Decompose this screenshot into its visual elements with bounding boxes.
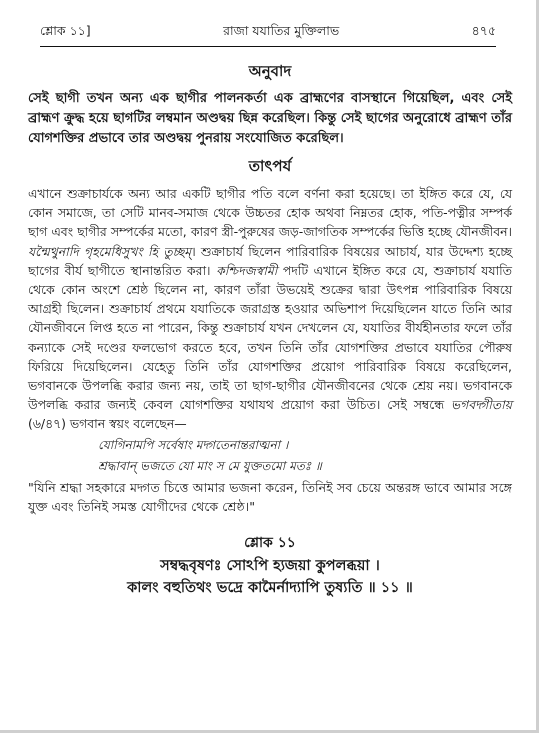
running-header [40, 20, 496, 46]
purport-text-4: (৬/৪৭) ভগবান স্বয়ং বলেছেন— [28, 416, 187, 432]
purport-quote-2: কশ্চিদজস্বামী [216, 262, 278, 278]
purport-quote-1: যন্মৈথুনাদি গৃহমেধিসুখং হি তুচ্ছম্ [28, 243, 192, 259]
translation-text: সেই ছাগী তখন অন্য এক ছাগীর পালনকর্তা এক ব্রাহ্মণের বাসস্থানে গিয়েছিল, এবং সেই ব্রাহ্মণ ক্রুদ্ধ হয়ে ছাগটির লম্বমান অণ্ডদ্বয় ছিন্ন করেছিল। কিন্তু সেই ছাগের অনুরোধে ব্রাহ্মণ তাঁর যোগশক্তির প্রভাবে তার অণ্ডদ্বয় পুনরায় সংযোজিত করেছিল। [28, 91, 512, 146]
sloka-line-2: কালং বহুতিথং ভদ্রে কামৈর্নাদ্যাপি তুষ্যতি ॥ ১১ ॥ [127, 579, 413, 596]
purport-text-2: । শুক্রাচার্য ছিলেন পারিবারিক বিষয়ের আচার্য, যার উদ্দেশ্য হচ্ছে ছাগের বীর্য ছাগীতে স্থানান্তরিত করা। [28, 243, 512, 278]
gita-translation: "যিনি শ্রদ্ধা সহকারে মদ্গত চিত্তে আমার ভজনা করেন, তিনিই সব চেয়ে অন্তরঙ্গ ভাবে আমার সঙ্গে যুক্ত এবং তিনিই সমস্ত যোগীদের থেকে শ্রেষ্ঠ।" [28, 479, 512, 515]
header-title: রাজা যযাতির মুক্তিলাভ [223, 23, 340, 38]
page-body [28, 60, 512, 599]
header-chapter-ref: শ্লোক ১১] [40, 23, 91, 38]
purport-text-3: পদটি এখানে ইঙ্গিত করে যে, শুক্রাচার্য যযাতি থেকে কোন অংশে শ্রেষ্ঠ ছিলেন না, কারণ তাঁরা উভয়েই শুক্রের দ্বারা উৎপন্ন পারিবারিক বিষয়ে আগ্রহী ছিলেন। শুক্রাচার্য প্রথমে যযাতিকে জরাগ্রস্ত হওয়ার অভিশাপ দিয়েছিলেন যাতে তিনি আর যৌনজীবনে লিপ্ত হতে না পারেন, কিন্তু শুক্রাচার্য যখন দেখলেন যে, যযাতির বীর্যহীনতার ফলে তাঁর কন্যাকে সেই দণ্ডের ফলভোগ করতে হবে, তখন তিনি তাঁর যোগশক্তির প্রভাবে যযাতির পৌরুষ ফিরিয়ে দিয়েছিলেন। যেহেতু তিনি তাঁর যোগশক্তির প্রয়োগ পারিবারিক বিষয়ে করেছিলেন, ভগবানকে উপলব্ধি করার জন্য নয়, তাই তা ছাগ-ছাগীর যৌনজীবনের থেকে শ্রেয় নয়। ভগবানকে উপলব্ধি করার জন্যই কেবল যোগশক্তির যথাযথ প্রয়োগ করা উচিত। সেই সম্বন্ধে [28, 262, 512, 413]
purport-quote-3: ভগবদ্গীতায় [450, 397, 512, 413]
header-rule [40, 46, 496, 47]
sloka-line-1: সম্বদ্ধবৃষণঃ সোঽপি হ্যজয়া কুপলব্ধয়া । [160, 557, 380, 574]
gita-verse-line-2: শ্রদ্ধাবান্ ভজতে যো মাং স মে যুক্ততমো মতঃ ॥ [98, 458, 322, 473]
purport-text-1: এখানে শুক্রাচার্যকে অন্য আর একটি ছাগীর পতি বলে বর্ণনা করা হয়েছে। তা ইঙ্গিত করে যে, যে কোন সমাজে, তা সেটি মানব-সমাজ থেকে উচ্চতর হোক অথবা নিম্নতর হোক, পতি-পত্নীর সম্পর্ক ছাগ এবং ছাগীর সম্পর্কের মতো, কারণ স্ত্রী-পুরুষের জড়-জাগতিক সম্পর্কের ভিত্তি হচ্ছে যৌনজীবন। [28, 186, 512, 240]
page-number: ৪৭৫ [471, 23, 496, 38]
sloka-heading: শ্লোক ১১ [244, 534, 296, 551]
purport-heading: তাৎপর্য [248, 157, 292, 175]
gita-verse-line-1: যোগিনামপি সর্বেষাং মদ্গতেনান্তরাত্মনা । [98, 437, 289, 452]
purport-paragraph [28, 184, 512, 434]
translation-heading: অনুবাদ [248, 62, 292, 80]
